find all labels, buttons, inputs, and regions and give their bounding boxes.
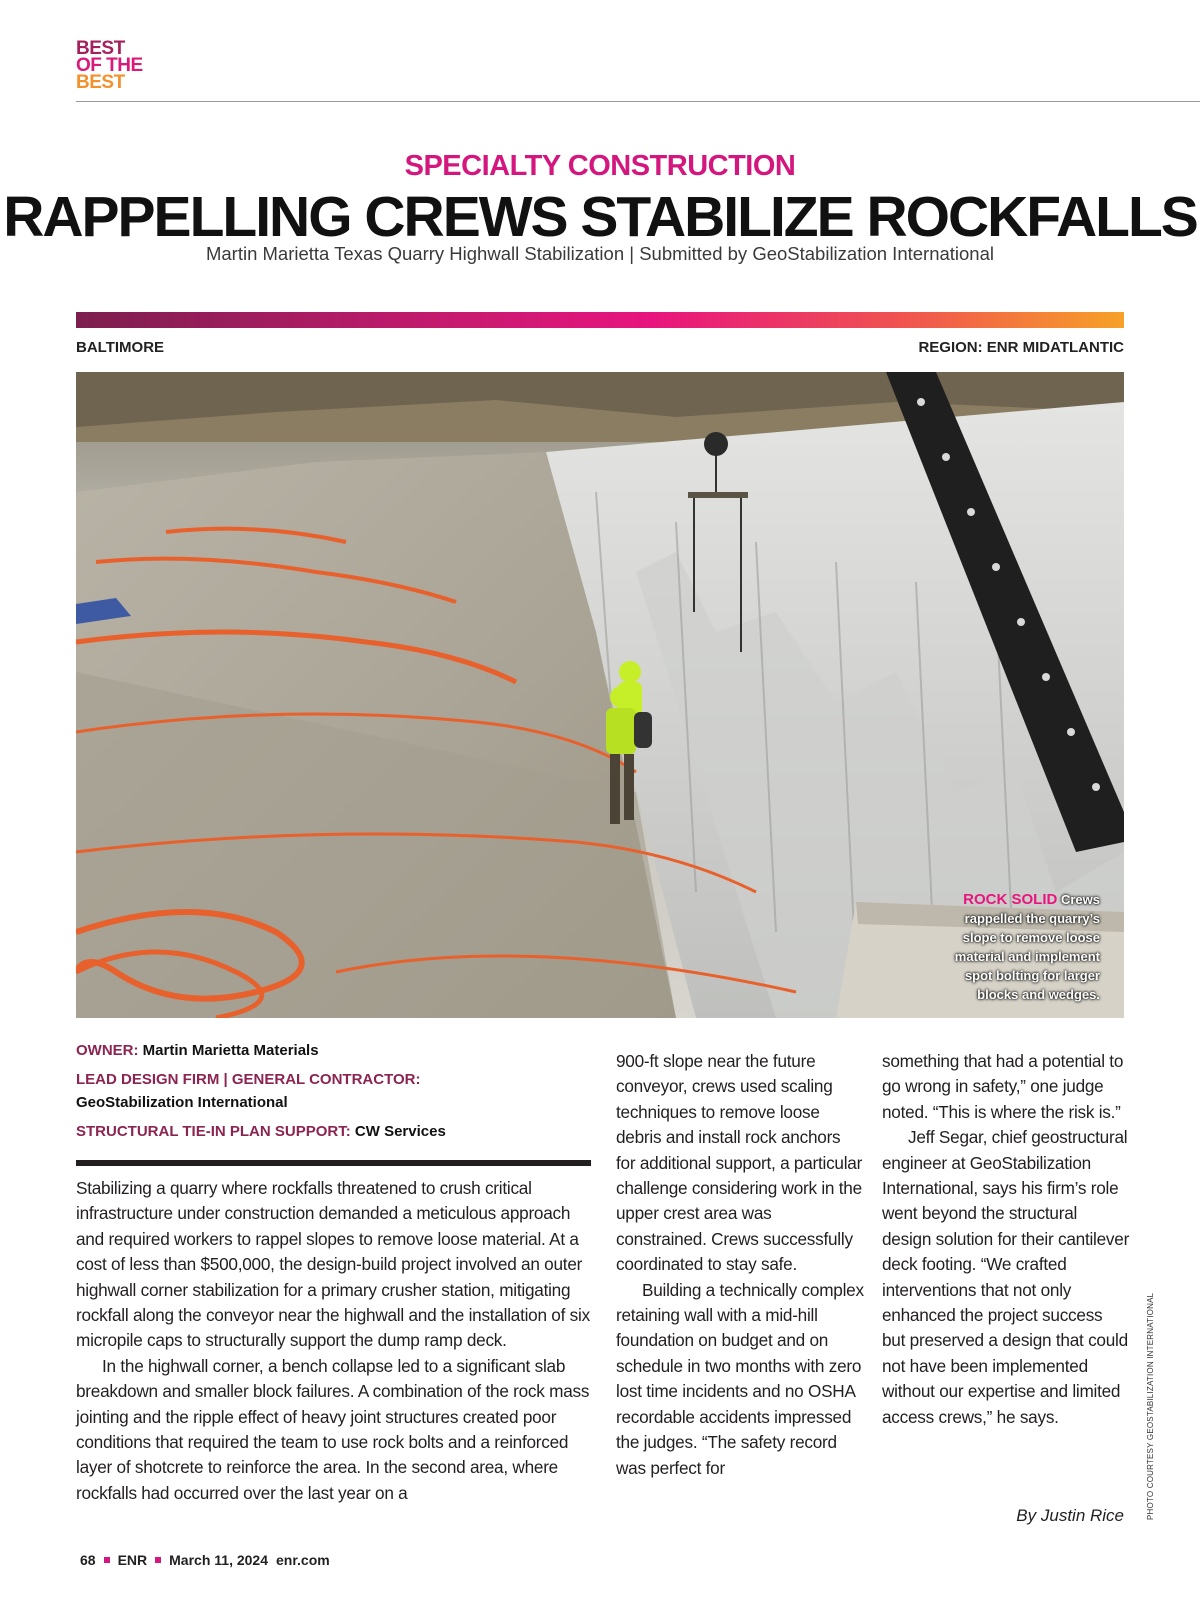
caption-lead: ROCK SOLID (963, 891, 1058, 908)
logo-line-2: OF THE (76, 55, 143, 76)
photo-caption (930, 890, 1100, 1004)
body-paragraph-1: Stabilizing a quarry where rockfalls threatened to crush critical infrastructure under construction demanded a meticulous approach and required workers to rappel slopes to remove loose material. At a cost of less than $500,000, the design-build project involved an outer highwall corner stabilization for a primary crusher station, mitigating rockfall along the conveyor near the highwall and the installation of six micropile caps to structurally support the dump ramp deck. (76, 1178, 590, 1351)
footer-square-icon (104, 1557, 110, 1563)
credits-rule (76, 1160, 591, 1166)
owner-label: OWNER: (76, 1042, 139, 1059)
body-paragraph-2: In the highwall corner, a bench collapse led to a significant slab breakdown and smaller block failures. A combination of the rock mass jointing and the ripple effect of heavy joint structures created poor conditions that required the team to use rock bolts and a reinforced layer of shotcrete to reinforce the area. In the second area, where rockfalls had occurred over the last year on a (76, 1355, 590, 1503)
section-kicker: SPECIALTY CONSTRUCTION (404, 150, 796, 182)
credit-owner (76, 1039, 596, 1062)
footer-date: March 11, 2024 (169, 1552, 268, 1568)
photo-credit: PHOTO COURTESY GEOSTABILIZATION INTERNATIONAL (1146, 1292, 1155, 1520)
logo-line-3: BEST (76, 72, 125, 93)
location-region: REGION: ENR MIDATLANTIC (918, 339, 1124, 356)
body-column-2 (616, 1049, 864, 1481)
subhead: Martin Marietta Texas Quarry Highwall Stabilization | Submitted by GeoStabilization International (205, 243, 994, 264)
page-number: 68 (80, 1552, 96, 1568)
headline: RAPPELLING CREWS STABILIZE ROCKFALLS (3, 185, 1197, 249)
footer-brand: ENR (117, 1552, 148, 1568)
owner-value: Martin Marietta Materials (142, 1042, 319, 1059)
lead-value: GeoStabilization International (76, 1094, 288, 1111)
body-paragraph-3: Building a technically complex retaining wall with a mid-hill foundation on budget and on schedule in two months with zero lost time incidents and no OSHA recordable accidents impressed the judges. “The safety record was perfect for (616, 1279, 864, 1478)
tie-value: CW Services (354, 1123, 446, 1140)
page-footer (80, 1552, 330, 1568)
footer-square-icon (155, 1557, 161, 1563)
body-column-3 (882, 1049, 1130, 1430)
body-column-1 (76, 1176, 596, 1506)
footer-site: enr.com (276, 1552, 330, 1568)
gradient-bar (76, 312, 1124, 328)
body-paragraph-4: Jeff Segar, chief geostructural engineer at GeoStabilization International, says his firm’s role went beyond the structural design solution for their cantilever deck footing. “We crafted interventions that not only enhanced the project success but preserved a design that could not have been implemented without our expertise and limited access crews,” he says. (882, 1127, 1130, 1427)
lead-label: LEAD DESIGN FIRM | GENERAL CONTRACTOR: (76, 1071, 421, 1088)
body-paragraph-2-cont: 900-ft slope near the future conveyor, crews used scaling techniques to remove loose debris and install rock anchors for additional support, a particular challenge considering work in the upper crest area was constrained. Crews successfully coordinated to stay safe. (616, 1051, 863, 1275)
tie-label: STRUCTURAL TIE-IN PLAN SUPPORT: (76, 1123, 351, 1140)
location-city: BALTIMORE (76, 339, 165, 356)
top-rule (76, 101, 1200, 102)
logo-line-1: BEST (76, 38, 125, 59)
best-of-the-best-logo (76, 40, 196, 91)
caption-text: Crews rappelled the quarry’s slope to remove loose material and implement spot bolting for larger blocks and wedges. (954, 892, 1100, 1002)
credit-lead (76, 1068, 596, 1114)
byline: By Justin Rice (1016, 1506, 1124, 1525)
project-credits (76, 1039, 596, 1143)
credit-tie-in (76, 1120, 596, 1143)
body-paragraph-3-cont: something that had a potential to go wrong in safety,” one judge noted. “This is where the risk is.” (882, 1051, 1124, 1122)
